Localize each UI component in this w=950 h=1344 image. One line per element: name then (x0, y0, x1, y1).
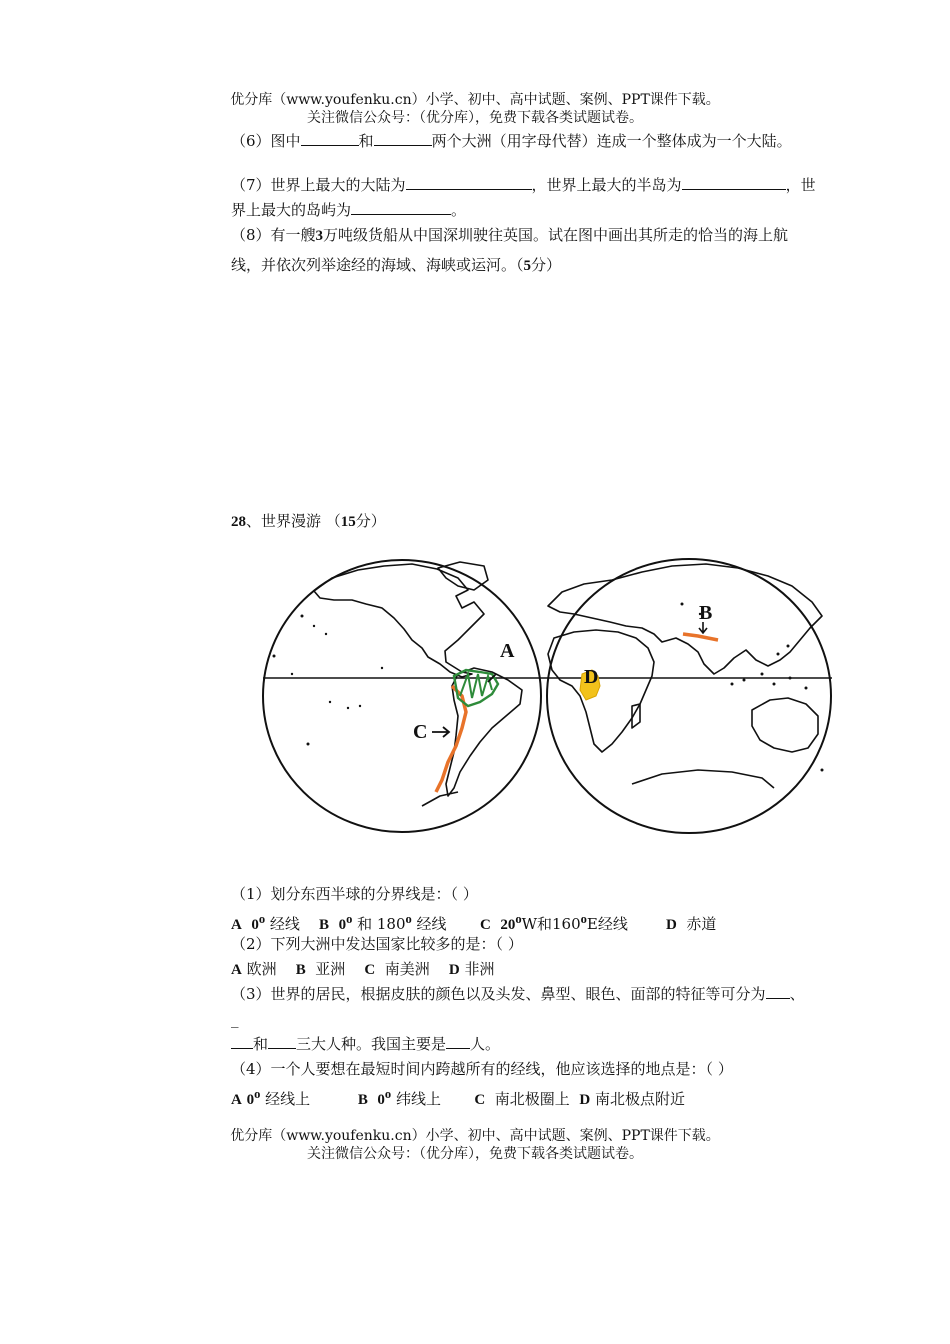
q8-text-b: 万吨级货船从中国深圳驶往英国。试在图中画出其所走的恰当的海上航 (323, 226, 789, 244)
q7-text-a: （7）世界上最大的大陆为 (231, 176, 406, 194)
option-c-letter: C (364, 962, 376, 978)
option-d-letter: D (448, 962, 460, 978)
sub-question-4: （4）一个人要想在最短时间内跨越所有的经线，他应该选择的地点是：（ ） (231, 1060, 733, 1078)
footer-line-2: 关注微信公众号：（优分库），免费下载各类试题试卷。 (307, 1146, 643, 1162)
option-a-text: 经线上 (265, 1090, 311, 1108)
option-a-value: 0 (246, 1092, 255, 1108)
option-a-letter: A (231, 1092, 242, 1108)
option-c-text-2: E经线 (586, 915, 628, 933)
option-b-letter: B (295, 962, 306, 978)
world-hemispheres-map[interactable] (262, 556, 834, 840)
q6-text-c: 两个大洲（用字母代替）连成一个整体成为一个大陆。 (431, 132, 792, 150)
sub-question-1-options (231, 909, 863, 935)
degree-mark: o (346, 912, 353, 926)
section-number: 28 (231, 514, 246, 530)
antarctica-west (422, 792, 458, 806)
q3-text-b: 、 (789, 985, 805, 1003)
answer-blank[interactable] (446, 1034, 470, 1049)
option-c-text: 南美洲 (384, 960, 430, 978)
header-line-1: 优分库（www.youfenku.cn）小学、初中、高中试题、案例、PPT课件下载。 (230, 92, 720, 108)
degree-mark: o (580, 912, 587, 926)
label-a: A (500, 640, 515, 662)
q8-text-a: （8）有一艘 (231, 226, 316, 244)
option-b-value: 0 (377, 1092, 385, 1108)
section-28-title (231, 511, 863, 532)
degree-mark: o (254, 1087, 261, 1101)
option-b-text: 和 180 (357, 915, 406, 933)
option-b-text: 纬线上 (395, 1090, 441, 1108)
option-c-text: 南北极圈上 (494, 1090, 570, 1108)
q7-text-c: ，世 (785, 176, 816, 194)
q7-text-e: 。 (451, 201, 467, 219)
header-line-2: 关注微信公众号：（优分库），免费下载各类试题试卷。 (307, 110, 643, 126)
option-a-letter: A (231, 917, 242, 933)
option-a-value: 0 (251, 917, 259, 933)
q8-text-d: 分） (531, 256, 562, 274)
question-6 (231, 131, 863, 151)
sub-question-3-line-1 (231, 984, 871, 1004)
q8-score: 5 (523, 258, 532, 274)
q3-text-d: 和 (253, 1035, 269, 1053)
option-d-text: 南北极点附近 (594, 1090, 685, 1108)
footer-line-1: 优分库（www.youfenku.cn）小学、初中、高中试题、案例、PPT课件下载。 (230, 1128, 720, 1144)
degree-mark: o (384, 1087, 392, 1101)
option-c-text: W和160 (521, 915, 581, 933)
australia (752, 698, 818, 752)
q3-text-e: 三大人种。我国主要是 (296, 1035, 447, 1053)
question-7-line-2 (231, 200, 863, 220)
sub-question-3-line-3 (231, 1034, 863, 1054)
q8-text-c: 线，并依次列举途经的海域、海峡或运河。（ (231, 256, 524, 274)
route-b-line (683, 634, 718, 640)
answer-blank[interactable] (766, 984, 790, 999)
option-d-letter: D (666, 917, 677, 933)
option-c-letter: C (474, 1092, 486, 1108)
option-a-text: 经线 (269, 915, 300, 933)
greenland (438, 562, 488, 590)
option-b-value: 0 (338, 917, 347, 933)
answer-blank[interactable] (406, 175, 532, 190)
section-title-text: 、世界漫游 （ (246, 512, 341, 530)
answer-blank[interactable] (351, 200, 451, 215)
section-title-end: 分） (355, 512, 386, 530)
arrow-c (432, 727, 449, 737)
sub-question-3-line-2: _ (231, 1010, 239, 1028)
north-america (314, 564, 484, 677)
africa (548, 630, 654, 752)
answer-blank[interactable] (231, 1034, 253, 1049)
option-b-text-2: 经线 (416, 915, 447, 933)
question-8-line-1 (231, 225, 863, 246)
q6-text-b: 和 (358, 132, 374, 150)
option-a-text: 欧洲 (246, 960, 277, 978)
section-score: 15 (340, 514, 356, 530)
degree-mark: o (258, 912, 266, 926)
option-c-letter: C (479, 917, 491, 933)
option-b-text: 亚洲 (315, 960, 346, 978)
answer-blank[interactable] (301, 131, 359, 146)
q7-text-d: 界上最大的岛屿为 (231, 201, 352, 219)
question-8-line-2 (231, 255, 863, 276)
option-d-text: 非洲 (464, 960, 495, 978)
sub-question-4-options (231, 1084, 863, 1110)
option-a-letter: A (231, 962, 242, 978)
option-d-text: 赤道 (686, 915, 717, 933)
q8-number: 3 (315, 228, 324, 244)
option-b-letter: B (319, 917, 330, 933)
sub-question-1: （1）划分东西半球的分界线是：（ ） (231, 885, 478, 903)
option-d-letter: D (579, 1092, 591, 1108)
answer-blank[interactable] (682, 175, 786, 190)
q7-text-b: ，世界上最大的半岛为 (531, 176, 682, 194)
option-b-letter: B (357, 1092, 368, 1108)
eurasia (548, 564, 822, 674)
answer-blank[interactable] (374, 131, 432, 146)
degree-mark: o (515, 912, 522, 926)
label-b: B (699, 602, 713, 624)
label-d: D (584, 666, 599, 688)
label-c: C (413, 721, 428, 743)
antarctica (632, 770, 774, 788)
answer-blank[interactable] (268, 1034, 296, 1049)
sub-question-2: （2）下列大洲中发达国家比较多的是：（ ） (231, 935, 523, 953)
western-hemisphere-outline (263, 560, 541, 832)
option-c-value: 20 (500, 917, 516, 933)
sub-question-2-options (231, 959, 863, 980)
degree-mark: o (405, 912, 412, 926)
q3-text-f: 人。 (470, 1035, 501, 1053)
q6-text-a: （6）图中 (231, 132, 301, 150)
q3-text-a: （3）世界的居民，根据皮肤的颜色以及头发、鼻型、眼色、面部的特征等可分为 (231, 985, 766, 1003)
question-7-line-1 (231, 175, 863, 195)
